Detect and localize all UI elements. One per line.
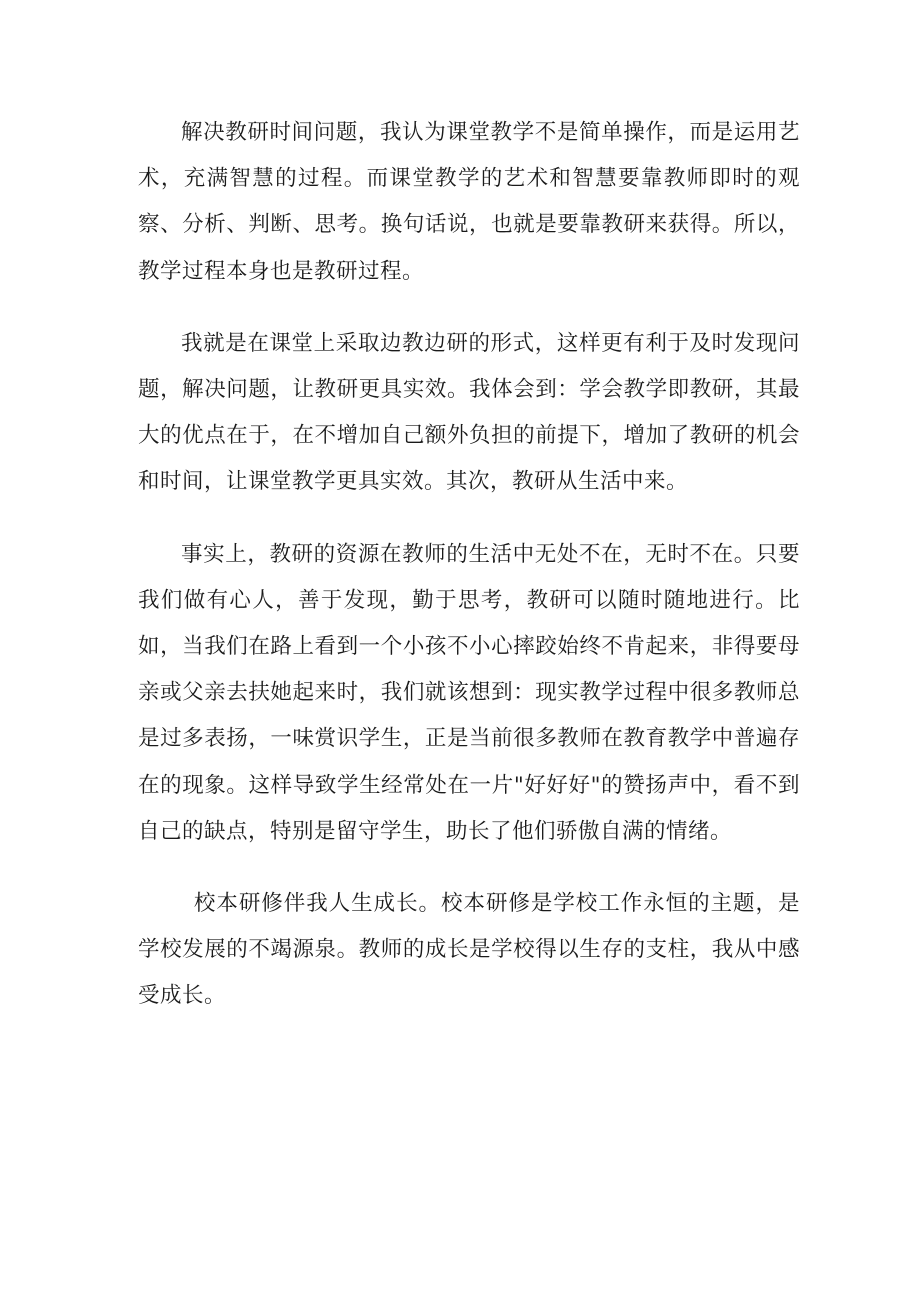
- paragraph-2: 我就是在课堂上采取边教边研的形式，这样更有利于及时发现问题，解决问题，让教研更具实效。我体会到：学会教学即教研，其最大的优点在于，在不增加自己额外负担的前提下，增加了教研的机会和时间，让课堂教学更具实效。其次，教研从生活中来。: [138, 330, 800, 495]
- paragraph-3: 事实上，教研的资源在教师的生活中无处不在，无时不在。只要我们做有心人，善于发现，勤于思考，教研可以随时随地进行。比如，当我们在路上看到一个小孩不小心摔跤始终不肯起来，非得要母亲或父亲去扶她起来时，我们就该想到：现实教学过程中很多教师总是过多表扬，一味赏识学生，正是当前很多教师在教育教学中普遍存在的现象。这样导致学生经常处在一片"好好好"的赞扬声中，看不到自己的缺点，特别是留守学生，助长了他们骄傲自满的情绪。: [138, 541, 800, 844]
- paragraph-1: 解决教研时间问题，我认为课堂教学不是简单操作，而是运用艺术，充满智慧的过程。而课堂教学的艺术和智慧要靠教师即时的观察、分析、判断、思考。换句话说，也就是要靠教研来获得。所以，教学过程本身也是教研过程。: [138, 120, 800, 284]
- document-body: [138, 110, 800, 1046]
- paragraph-4: 校本研修伴我人生成长。校本研修是学校工作永恒的主题，是学校发展的不竭源泉。教师的成长是学校得以生存的支柱，我从中感受成长。: [138, 891, 800, 1009]
